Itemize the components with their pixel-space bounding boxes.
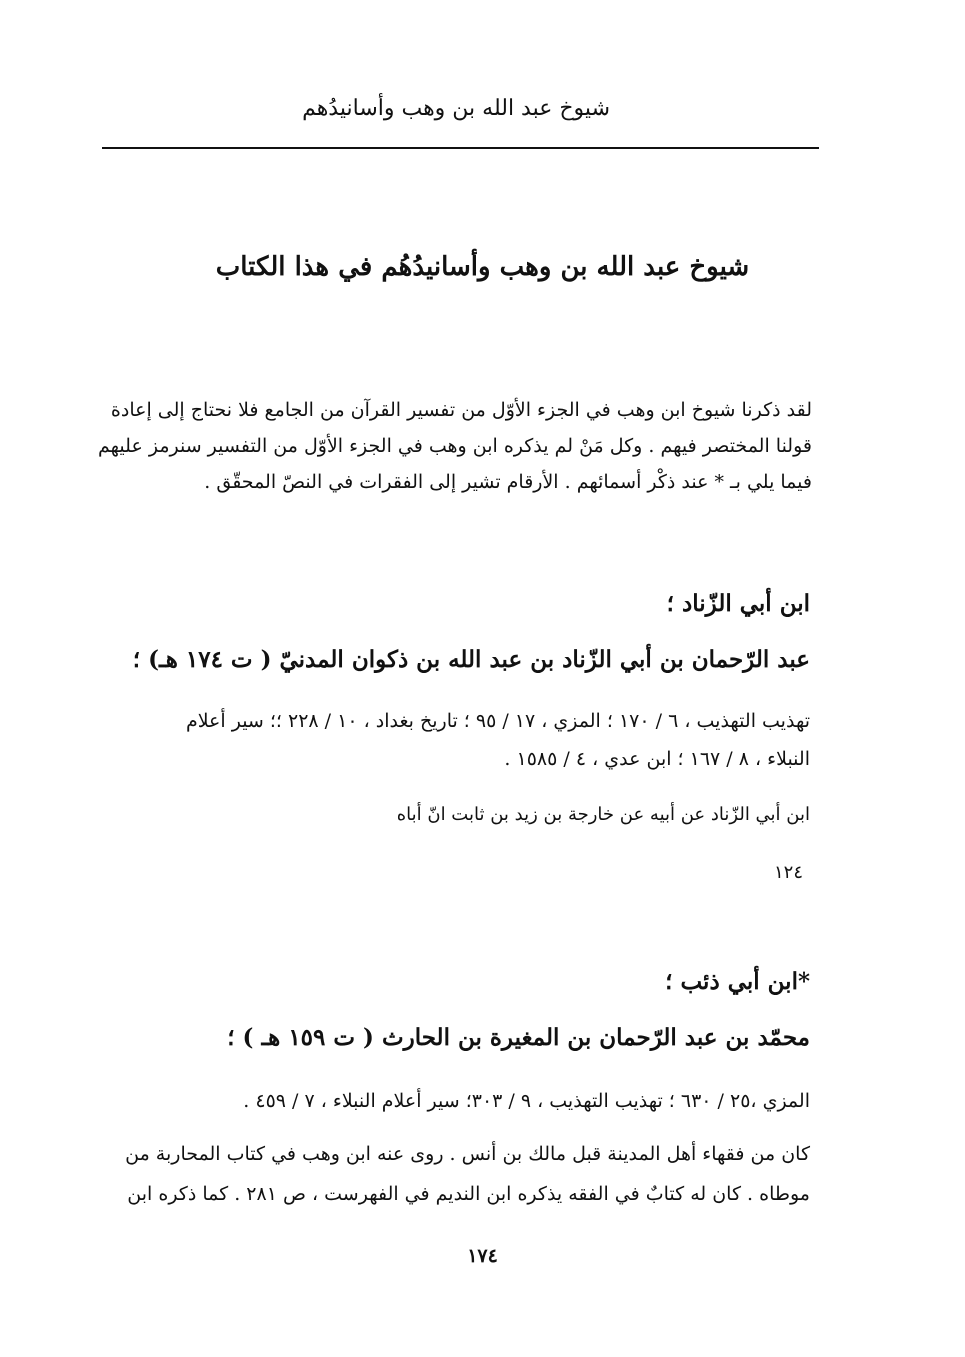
entry-short-name: *ابن أبي ذئب ؛ [665,968,810,995]
entry-references [80,1082,810,1120]
page-title: شيوخ عبد الله بن وهب وأسانيدُهُم في هذا الكتاب [215,252,750,282]
isnad-chain: ابن أبي الزّناد عن أبيه عن خارجة بن زيد بن ثابت انّ أباه [396,804,810,825]
reference-line: تهذيب التهذيب ، ٦ / ١٧٠ ؛ المزي ، ١٧ / ٩٥ ؛ تاريخ بغداد ، ١٠ / ٢٢٨ ؛؛ سير أعلام [185,710,810,732]
body-line: موطاه . كان له كتابٌ في الفقه يذكره ابن النديم في الفهرست ، ص ٢٨١ . كما ذكره ابن [127,1183,810,1205]
intro-line: لقد ذكرنا شيوخ ابن وهب في الجزء الأوّل من تفسير القرآن من الجامع فلا نحتاج إلى إعادة [110,399,812,421]
paragraph-number: ١٢٤ [773,862,803,883]
body-line: كان من فقهاء أهل المدينة قبل مالك بن أنس . روى عنه ابن وهب في كتاب المحاربة من [125,1143,810,1165]
entry-full-name: محمّد بن عبد الرّحمان بن المغيرة بن الحارث ( ت ١٥٩ هـ ) ؛ [227,1024,810,1051]
entry-full-name: عبد الرّحمان بن أبي الزّناد بن عبد الله بن ذكوان المدنيّ ( ت ١٧٤ هـ) ؛ [132,646,810,673]
reference-line: المزي ،٢٥ / ٦٣٠ ؛ تهذيب التهذيب ، ٩ / ٣٠٣؛ سير أعلام النبلاء ، ٧ / ٤٥٩ . [243,1090,810,1112]
page-number: ١٧٤ [467,1245,498,1267]
intro-paragraph [82,392,812,500]
entry-references [80,702,810,778]
header-rule [102,147,819,149]
entry-body [80,1134,810,1214]
intro-line: قولنا المختصر فيهم . وكل مَنْ لم يذكره ابن وهب في الجزء الأوّل من التفسير سنرمز عليهم [98,435,812,457]
reference-line: النبلاء ، ٨ / ١٦٧ ؛ ابن عدي ، ٤ / ١٥٨٥ . [504,748,810,770]
running-header: شيوخ عبد الله بن وهب وأسانيدُهم [302,96,610,121]
intro-line: فيما يلي بـ * عند ذكْر أسمائهم . الأرقام تشير إلى الفقرات في النصّ المحقّق . [204,471,812,493]
entry-short-name: ابن أبي الزّناد ؛ [666,590,810,617]
